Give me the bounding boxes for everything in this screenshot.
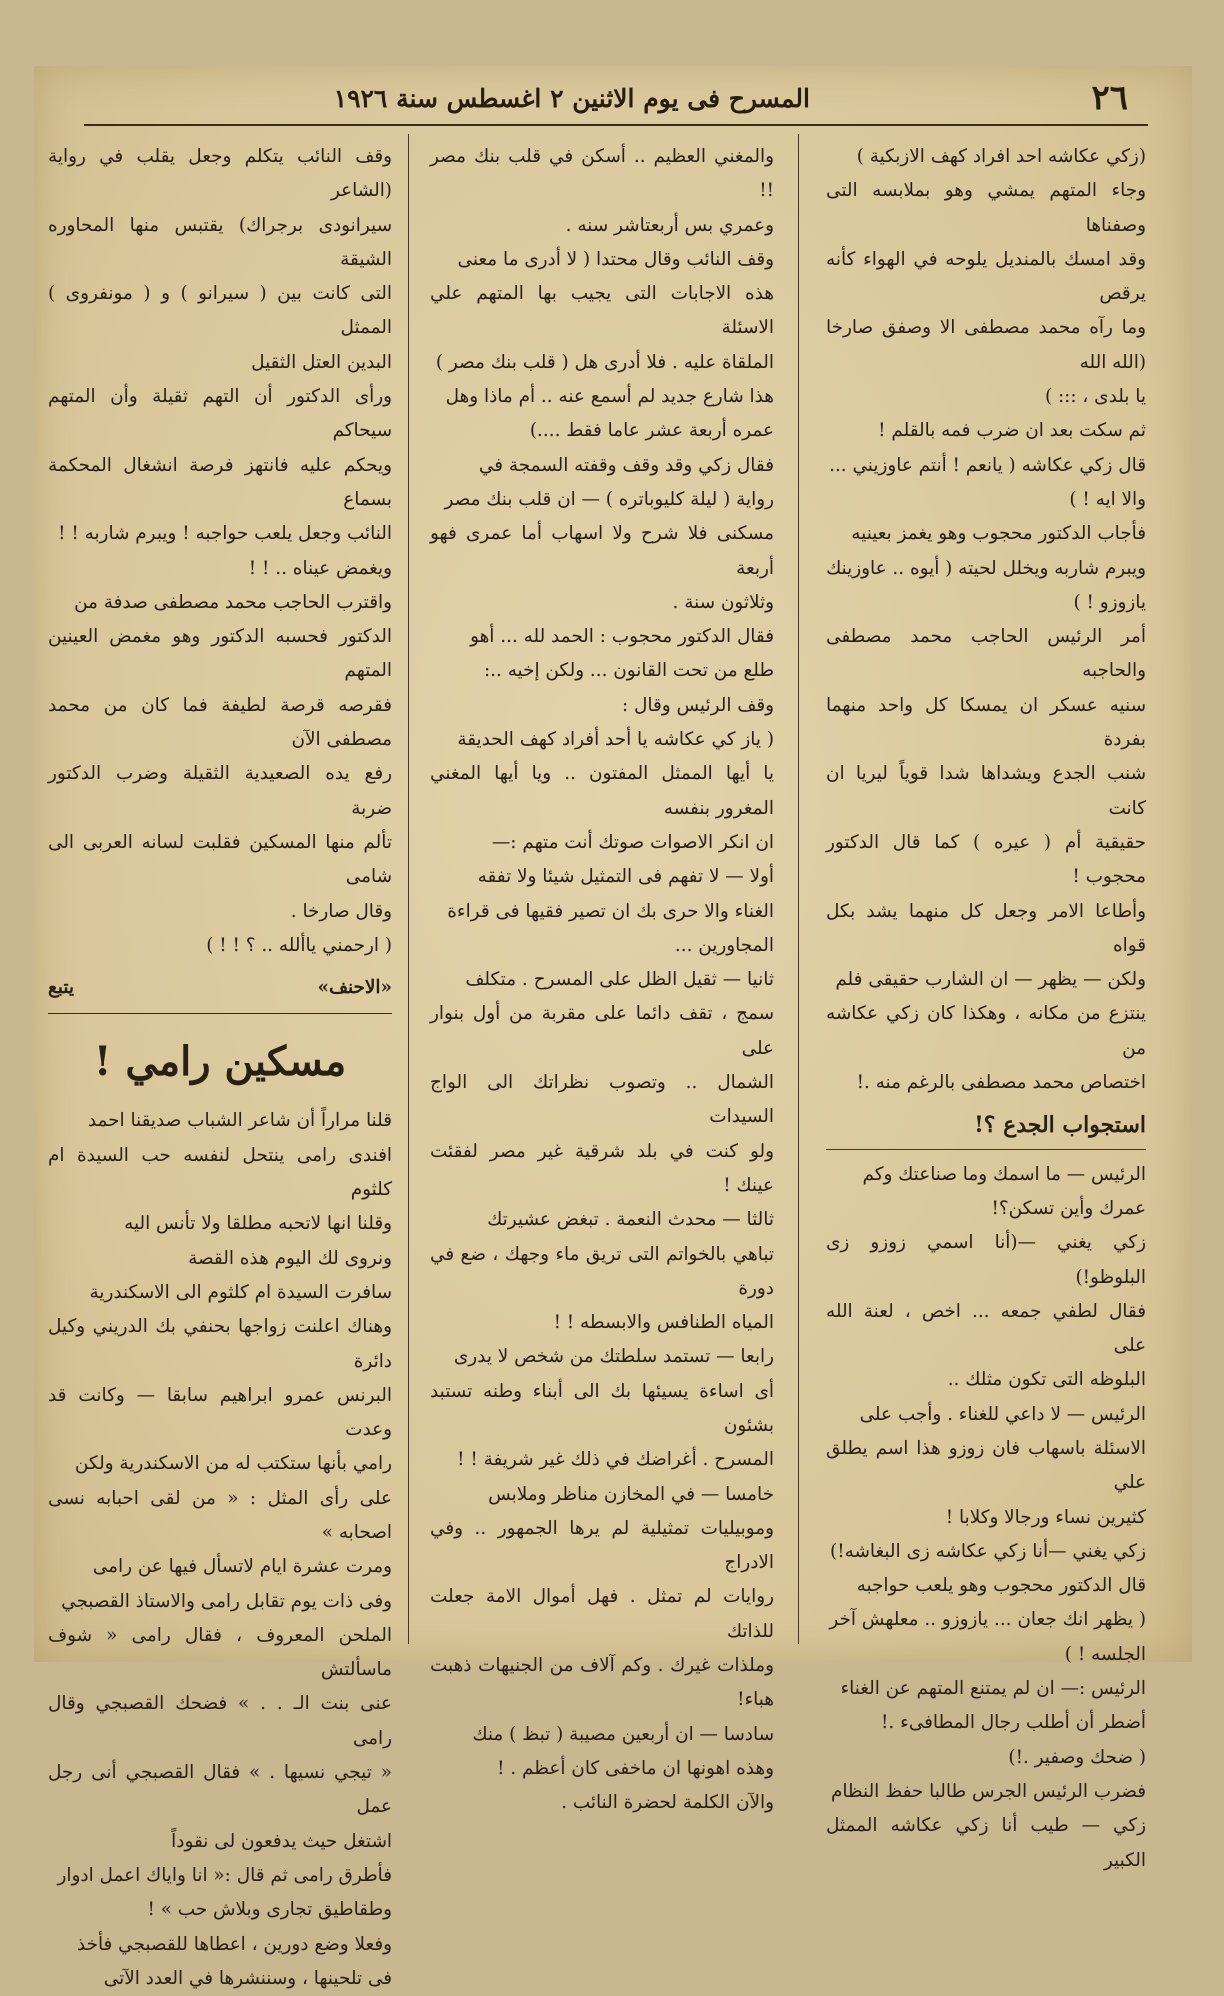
text-line: والمغني العظيم .. أسكن في قلب بنك مصر !! [430, 146, 774, 202]
text-line: زكي يغني —أنا زكي عكاشه زى البغاشه!) [830, 1540, 1146, 1562]
text-line: الرئيس :— ان لم يمتنع المتهم عن الغناء [840, 1678, 1146, 1700]
text-line: وثلاثون سنة . [672, 591, 774, 613]
text-line: وأطاعا الامر وجعل كل منهما يشد بكل قواه [826, 900, 1146, 956]
text-line: المياه الطنافس والابسطه ! ! [553, 1312, 774, 1334]
text-line: فقرصه قرصة لطيفة فما كان من محمد مصطفى الآن [48, 694, 392, 751]
text-line: قلنا مراراً أن شاعر الشباب صديقنا احمد [87, 1110, 392, 1132]
page-header [84, 80, 1142, 124]
text-line: ورأى الدكتور أن التهم ثقيلة وأن المتهم سيحاكم [48, 386, 392, 442]
text-line: التى كانت بين ( سيرانو ) و ( مونفروى ) الممثل [48, 283, 392, 339]
newspaper-page [34, 66, 1192, 1989]
text-line: زكي يغني —(أنا اسمي زوزو زى البلوظو!) [826, 1232, 1146, 1288]
text-line: الجلسه ! ) [1064, 1643, 1146, 1665]
text-line: ان انكر الاصوات صوتك أنت متهم :— [491, 831, 774, 853]
header-rule [84, 124, 1148, 126]
text-line: قال زكي عكاشه ( يانعم ! أنتم عاوزيني ... [829, 454, 1146, 476]
column-divider [408, 134, 409, 1644]
text-line: يا أيها الممثل المفتون .. ويا أيها المغني المغرور بنفسه [430, 763, 774, 819]
text-line: وقد امسك بالمنديل يلوحه في الهواء كأنه يرقص [826, 248, 1146, 305]
text-line: طلع من تحت القانون ... ولكن إخيه ..: [483, 660, 774, 682]
text-line: وقلنا انها لاتحبه مطلقا ولا تأنس اليه [124, 1213, 392, 1235]
text-line: هذه الاجابات التى يجيب بها المتهم علي الاسئلة [430, 283, 774, 339]
column-middle [430, 140, 774, 1814]
text-line: رواية ( ليلة كليوباتره ) — ان قلب بنك مصر [444, 488, 774, 510]
text-line: الشمال .. وتصوب نظراتك الى الواج السيدات [430, 1072, 774, 1128]
text-line: المسرح . أغراضك في ذلك غير شريفة ! ! [457, 1449, 774, 1471]
text-line: ثانيا — ثقيل الظل على المسرح . متكلف [465, 969, 774, 991]
text-line: والا ايه ! ) [1069, 488, 1146, 510]
text-line: ونروى لك اليوم هذه القصة [188, 1247, 392, 1269]
text-line: سادسا — ان أربعين مصيبة ( تبظ ) منك [472, 1723, 774, 1745]
text-line: أمر الرئيس الحاجب محمد مصطفى والحاجبه [826, 626, 1146, 682]
text-line: المجاورين ... [674, 934, 774, 956]
text-line: ثالثا — محدث النعمة . تبغض عشيرتك [487, 1209, 774, 1231]
text-line: على رأى المثل : « من لقى احبابه نسى اصحابه » [48, 1487, 392, 1543]
text-line: البدين العتل الثقيل [251, 351, 392, 373]
text-line: مسكنى فلا شرح ولا اسهاب أما عمرى فهو أربعة [430, 523, 774, 579]
text-line: أى اساءة يسيئها بك الى أبناء وطنه تستبد بشئون [430, 1380, 774, 1436]
text-line: فأجاب الدكتور محجوب وهو يغمز بعينيه [851, 523, 1146, 545]
text-line: ويغمض عيناه .. ! ! [248, 557, 392, 579]
page-number: ٢٦ [1091, 78, 1128, 118]
text-line: أولا — لا تفهم فى التمثيل شيئا ولا تفقه [477, 866, 774, 888]
text-line: افندى رامى ينتحل لنفسه حب السيدة ام كلثوم [48, 1144, 392, 1201]
text-line: الغناء والا حرى بك ان تصير فقيها فى قراءة [447, 900, 774, 922]
text-line: شنب الجدع ويشداها شدا قوياً ليريا ان كانت [826, 763, 1146, 819]
text-line: ( ارحمني ياألله .. ؟ ! ! ) [206, 934, 392, 956]
text-line: الدكتور فحسبه الدكتور وهو مغمض العينين المتهم [48, 626, 392, 682]
text-line: روايات لم تمثل . فهل أموال الامة جعلت للذاتك [430, 1586, 774, 1642]
text-line: رابعا — تستمد سلطتك من شخص لا يدرى [453, 1346, 774, 1368]
column-left [48, 140, 392, 1989]
text-line: (زكي عكاشه احد افراد كهف الازبكية ) [856, 146, 1146, 167]
text-line: عنى بنت الـ . . » فضحك القصبجي وقال رامى [48, 1693, 392, 1749]
text-line: عمره أربعة عشر عاما فقط ....) [529, 420, 774, 442]
text-line: الملحن المعروف ، فقال رامى « شوف ماسألتش [48, 1624, 392, 1681]
text-line: وفى ذات يوم تقابل رامى والاستاذ القصبجي [61, 1590, 392, 1612]
text-line: ويبرم شاربه ويخلل لحيته ( أيوه .. عاوزينك [826, 557, 1146, 579]
text-line: فضرب الرئيس الجرس طالبا حفظ النظام [830, 1780, 1146, 1802]
text-line: وقال صارخا . [290, 900, 392, 922]
text-line: الاسئلة باسهاب فان زوزو هذا اسم يطلق علي [826, 1437, 1146, 1494]
text-line: اختصاص محمد مصطفى بالرغم منه .! [856, 1072, 1146, 1094]
text-line: يازوزو ! ) [1073, 591, 1146, 613]
text-line: وهذه اهونها ان ماخفى كان أعظم . ! [497, 1757, 774, 1779]
text-line: حقيقية أم ( عيره ) كما قال الدكتور محجوب ! [826, 831, 1146, 888]
column-divider [798, 134, 799, 1644]
text-line: ولو كنت في بلد شرقية غير مصر لفقئت عينك ! [430, 1140, 774, 1196]
text-line: وفعلا وضع دورين ، اعطاها للقصبجي فأخذ [76, 1933, 392, 1955]
text-line: ( ياز كي عكاشه يا أحد أفراد كهف الحديقة [457, 729, 774, 751]
text-line: سيرانودى برجراك) يقتبس منها المحاوره الشيقة [48, 214, 392, 270]
text-line: رفع يده الصعيدية الثقيلة وضرب الدكتور ضربة [48, 763, 392, 819]
text-line: « تيجي نسيها . » فقال القصبجي أنى رجل عمل [48, 1762, 392, 1818]
text-line: أضطر أن أطلب رجال المطافىء .! [881, 1712, 1146, 1734]
follow-row [48, 971, 392, 1005]
text-line: فقال زكي وقد وقف وقفته السمجة في [478, 454, 774, 476]
text-line: وملذات غيرك . وكم آلاف من الجنيهات ذهبت هباء! [430, 1655, 774, 1711]
column-middle-text [430, 140, 774, 1821]
article-title: مسكين رامي ! [93, 1038, 347, 1086]
text-line: وطقاطيق تجارى وبلاش حب » ! [147, 1899, 392, 1921]
text-line: ( يظهر انك جعان ... يازوزو .. معلهش آخر [829, 1609, 1146, 1631]
text-line: النائب وجعل يلعب حواجبه ! ويبرم شاربه ! ! [58, 523, 392, 545]
text-line: ( ضحك وصفير .!) [1008, 1746, 1146, 1768]
text-line: فى تلحينها ، وسننشرها في العدد الآتى [103, 1967, 392, 1989]
section-rule [48, 1013, 392, 1014]
text-line: سافرت السيدة ام كلثوم الى الاسكندرية [89, 1281, 392, 1303]
column-right [826, 140, 1146, 1871]
column-right-text [826, 140, 1146, 1100]
text-line: فأطرق رامى ثم قال :« انا واياك اعمل ادوار [57, 1864, 392, 1886]
text-line: هذا شارع جديد لم أسمع عنه .. أم ماذا وهل [445, 386, 774, 408]
text-line: ولكن — يظهر — ان الشارب حقيقى فلم [835, 969, 1146, 991]
text-line: الملقاة عليه . فلا أدرى هل ( قلب بنك مصر ) [435, 351, 774, 373]
text-line: وموبيليات تمثيلية لم يرها الجمهور .. وفي الادراج [430, 1517, 774, 1574]
text-line: فقال لطفي جمعه ... اخص ، لعنة الله على [826, 1300, 1146, 1357]
text-line: تباهي بالخواتم التى تريق ماء وجهك ، ضع في دورة [430, 1243, 774, 1299]
text-line: واقترب الحاجب محمد مصطفى صدفة من [74, 591, 392, 613]
text-line: وهناك اعلنت زواجها بحنفي بك الدريني وكيل دائرة [48, 1316, 392, 1372]
text-line: ومرت عشرة ايام لاتسأل فيها عن رامى [92, 1556, 392, 1578]
text-line: تألم منها المسكين فقلبت لسانه العربى الى شامى [48, 831, 392, 888]
text-line: وقف الرئيس وقال : [621, 694, 774, 716]
column-right-text-2 [826, 1158, 1146, 1878]
text-line: اشتغل حيث يدفعون لى نقوداً [171, 1830, 392, 1852]
text-line: عمرك وأين تسكن؟! [991, 1197, 1146, 1219]
text-line: البلوظه التى تكون مثلك .. [947, 1369, 1146, 1391]
text-line: الرئيس — ما اسمك وما صناعتك وكم [862, 1163, 1146, 1185]
column-left-text [48, 140, 392, 963]
text-line: يا بلدى ، ::: ) [1044, 386, 1146, 408]
text-line: والآن الكلمة لحضرة النائب . [561, 1792, 774, 1814]
text-line: ويحكم عليه فانتهز فرصة انشغال المحكمة بسماع [48, 454, 392, 510]
text-line: قال الدكتور محجوب وهو يلعب حواجبه [856, 1575, 1146, 1597]
text-line: سمج ، تقف دائما على مقربة من أول بنوار على [430, 1003, 774, 1059]
text-line: البرنس عمرو ابراهيم سابقا — وكانت قد وعدت [48, 1384, 392, 1441]
subheading: استجواب الجدع ؟! [826, 1104, 1146, 1149]
text-line: ثم سكت بعد ان ضرب فمه بالقلم ! [878, 420, 1146, 442]
text-line: خامسا — في المخازن مناظر وملابس [488, 1483, 774, 1505]
text-line: وما رآه محمد مصطفى الا وصفق صارخا (الله الله [826, 317, 1146, 373]
text-line: وقف النائب يتكلم وجعل يقلب في رواية (الشاعر [48, 146, 392, 202]
header-title: المسرح فى يوم الاثنين ٢ اغسطس سنة ١٩٢٦ [333, 84, 810, 113]
text-line: سنيه عسكر ان يمسكا كل واحد منهما بفردة [826, 694, 1146, 751]
text-line: فقال الدكتور محجوب : الحمد لله ... أهو [470, 626, 774, 648]
author-signature: «الاحنف» [317, 977, 392, 999]
text-line: الرئيس — لا داعي للغناء . وأجب على [859, 1403, 1146, 1425]
column-left-text-2 [48, 1104, 392, 1996]
text-line: رامي بأنها ستكتب له من الاسكندرية ولكن [74, 1453, 392, 1475]
follow-label: يتبع [48, 977, 75, 999]
text-line: وعمري بس أربعتاشر سنه . [565, 214, 774, 236]
text-line: زكي — طيب أنا زكي عكاشه الممثل الكبير [826, 1815, 1146, 1871]
text-line: وقف النائب وقال محتدا ( لا أدرى ما معنى [457, 248, 774, 270]
text-line: وجاء المتهم يمشي وهو بملابسه التى وصفناها [826, 180, 1146, 236]
text-line: ينتزع من مكانه ، وهكذا كان زكي عكاشه من [826, 1003, 1146, 1059]
text-line: كثيرين نساء ورجالا وكلابا ! [945, 1506, 1146, 1528]
